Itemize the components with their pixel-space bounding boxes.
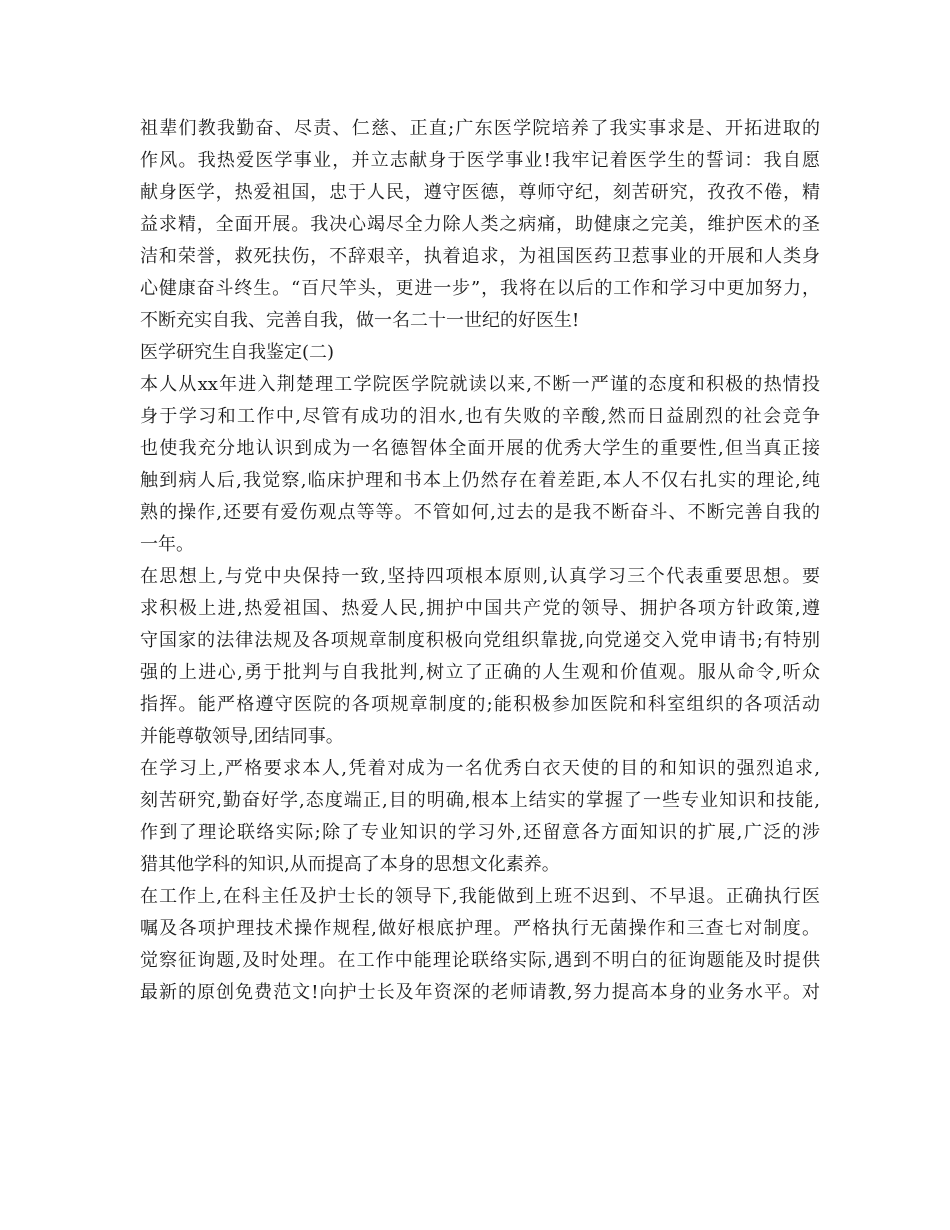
text-line: 嘱及各项护理技术操作规程,做好根底护理。严格执行无菌操作和三查七对制度。 — [140, 918, 820, 939]
text-line: 熟的操作,还要有爱伤观点等等。不管如何,过去的是我不断奋斗、不断完善自我的 — [140, 502, 820, 523]
text-line: 并能尊敬领导,团结同事。 — [140, 726, 344, 747]
text-line: 指挥。能严格遵守医院的各项规章制度的;能积极参加医院和科室组织的各项活动 — [140, 694, 820, 715]
document-page — [140, 113, 820, 1009]
text-line: 作到了理论联络实际;除了专业知识的学习外,还留意各方面知识的扩展,广泛的涉 — [140, 822, 820, 843]
text-line: 心健康奋斗终生。“百尺竿头，更进一步”，我将在以后的工作和学习中更加努力， — [140, 278, 820, 299]
text-line: 也使我充分地认识到成为一名德智体全面开展的优秀大学生的重要性,但当真正接 — [140, 438, 820, 459]
text-line: 最新的原创免费范文!向护士长及年资深的老师请教,努力提高本身的业务水平。对 — [140, 982, 820, 1003]
text-line: 不断充实自我、完善自我，做一名二十一世纪的好医生! — [140, 310, 580, 331]
text-line: 刻苦研究,勤奋好学,态度端正,目的明确,根本上结实的掌握了一些专业知识和技能, — [140, 790, 820, 811]
text-line: 猎其他学科的知识,从而提高了本身的思想文化素养。 — [140, 854, 560, 875]
text-line: 求积极上进,热爱祖国、热爱人民,拥护中国共产党的领导、拥护各项方针政策,遵 — [140, 598, 820, 619]
text-line: 在学习上,严格要求本人,凭着对成为一名优秀白衣天使的目的和知识的强烈追求, — [140, 758, 820, 779]
text-line: 祖辈们教我勤奋、尽责、仁慈、正直;广东医学院培养了我实事求是、开拓进取的 — [140, 118, 820, 139]
text-line: 献身医学，热爱祖国，忠于人民，遵守医德，尊师守纪，刻苦研究，孜孜不倦，精 — [140, 182, 820, 203]
text-line: 在思想上,与党中央保持一致,坚持四项根本原则,认真学习三个代表重要思想。要 — [140, 566, 820, 587]
text-line: 益求精，全面开展。我决心竭尽全力除人类之病痛，助健康之完美，维护医术的圣 — [140, 214, 820, 235]
text-line: 一年。 — [140, 534, 194, 555]
text-line: 强的上进心,勇于批判与自我批判,树立了正确的人生观和价值观。服从命令,听众 — [140, 662, 820, 683]
text-line: 觉察征询题,及时处理。在工作中能理论联络实际,遇到不明白的征询题能及时提供 — [140, 950, 820, 971]
text-line: 作风。我热爱医学事业，并立志献身于医学事业!我牢记着医学生的誓词：我自愿 — [140, 150, 820, 171]
text-line: 医学研究生自我鉴定(二) — [140, 342, 335, 363]
text-line: 守国家的法律法规及各项规章制度积极向党组织靠拢,向党递交入党申请书;有特别 — [140, 630, 820, 651]
text-line: 身于学习和工作中,尽管有成功的泪水,也有失败的辛酸,然而日益剧烈的社会竞争 — [140, 406, 820, 427]
text-line: 洁和荣誉，救死扶伤，不辞艰辛，执着追求，为祖国医药卫惹事业的开展和人类身 — [140, 246, 820, 267]
text-line: 触到病人后,我觉察,临床护理和书本上仍然存在着差距,本人不仅右扎实的理论,纯 — [140, 470, 820, 491]
text-line: 本人从xx年进入荆楚理工学院医学院就读以来,不断一严谨的态度和积极的热情投 — [140, 374, 820, 395]
text-line: 在工作上,在科主任及护士长的领导下,我能做到上班不迟到、不早退。正确执行医 — [140, 886, 820, 907]
